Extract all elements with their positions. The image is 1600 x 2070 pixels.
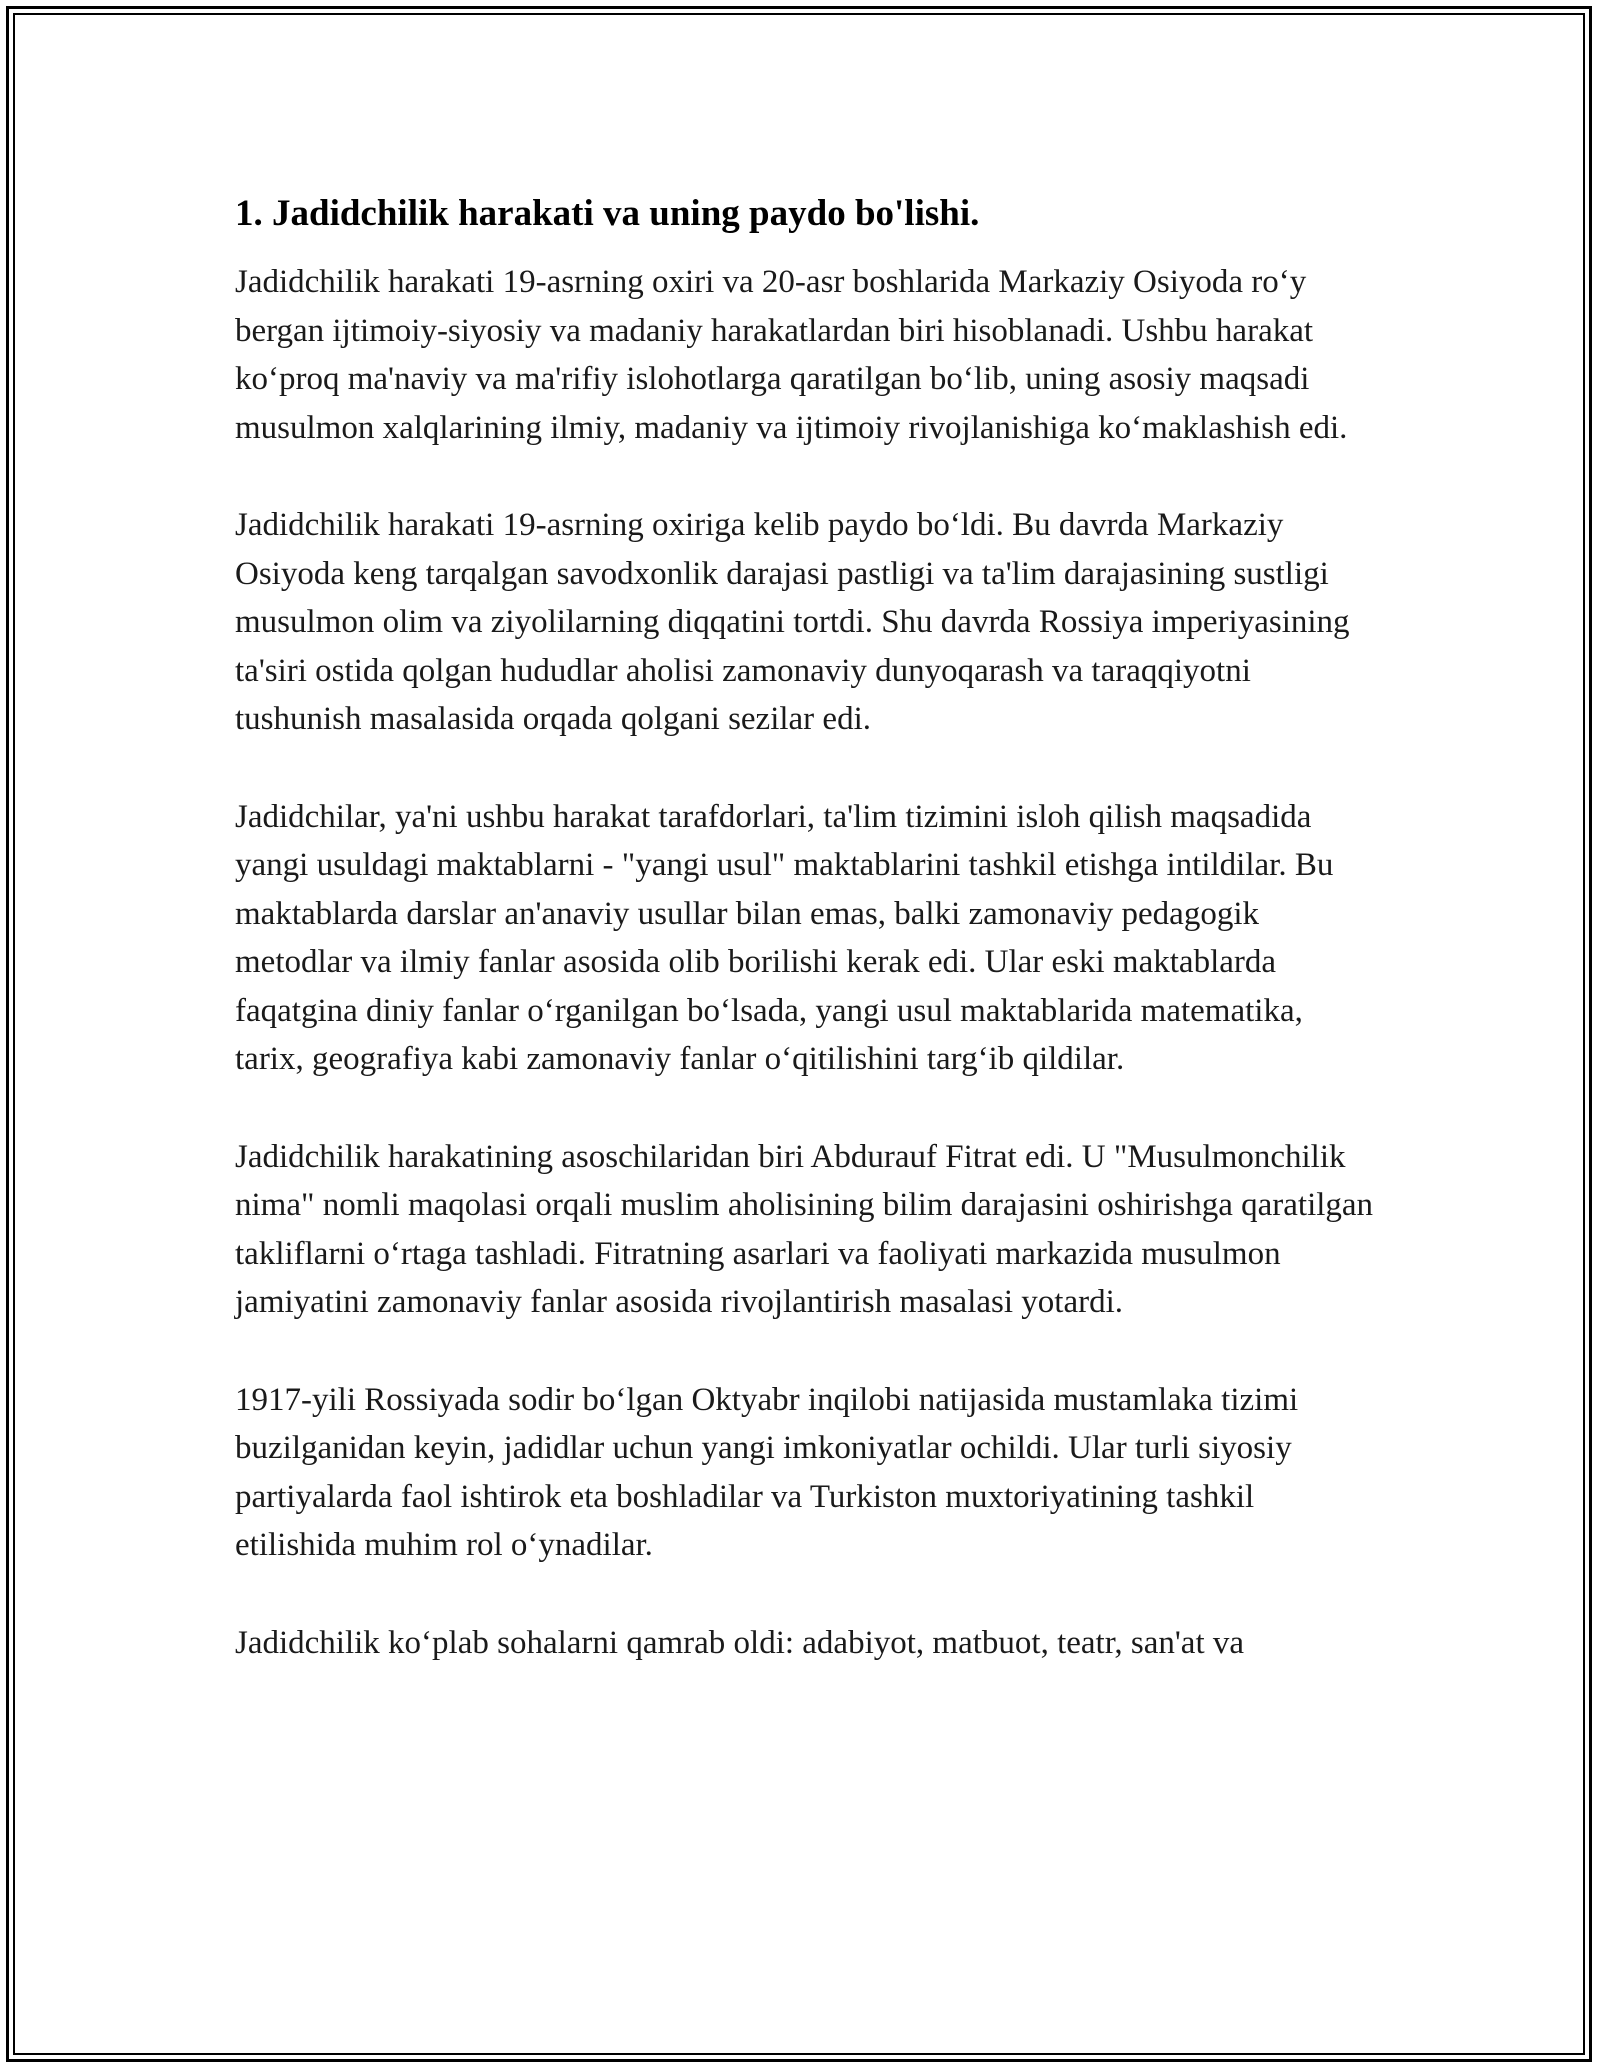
paragraph: Jadidchilik koʻplab sohalarni qamrab oldi: adabiyot, matbuot, teatr, san'at va [235,1624,1245,1661]
paragraph: Jadidchilik harakatining asoschilaridan biri Abdurauf Fitrat edi. U "Musulmonchilik nima" nomli maqolasi orqali muslim aholisining bilim darajasini oshirishga qaratilgan takliflarni oʻrtaga tashladi. Fitratning asarlari va faoliyati markazida musulmon jamiyatini zamonaviy fanlar asosida rivojlantirish masalasi yotardi. [235,1138,1374,1320]
paragraph: Jadidchilik harakati 19-asrning oxiriga kelib paydo boʻldi. Bu davrda Markaziy Osiyoda keng tarqalgan savodxonlik darajasi pastligi va ta'lim darajasining sustligi musulmon olim va ziyolilarning diqqatini tortdi. Shu davrda Rossiya imperiyasining ta'siri ostida qolgan hududlar aholisi zamonaviy dunyoqarash va taraqqiyotni tushunish masalasida orqada qolgani sezilar edi. [235,507,1350,737]
paragraph: 1917-yili Rossiyada sodir boʻlgan Oktyabr inqilobi natijasida mustamlaka tizimi buzilganidan keyin, jadidlar uchun yangi imkoniyatlar ochildi. Ular turli siyosiy partiyalarda faol ishtirok eta boshladilar va Turkiston muxtoriyatining tashkil etilishida muhim rol oʻynadilar. [235,1381,1299,1563]
paragraph: Jadidchilar, ya'ni ushbu harakat tarafdorlari, ta'lim tizimini isloh qilish maqsadida yangi usuldagi maktablarni - "yangi usul" maktablarini tashkil etishga intildilar. Bu maktablarda darslar an'anaviy usullar bilan emas, balki zamonaviy pedagogik metodlar va ilmiy fanlar asosida olib borilishi kerak edi. Ular eski maktablarda faqatgina diniy fanlar oʻrganilgan boʻlsada, yangi usul maktablarida matematika, tarix, geografiya kabi zamonaviy fanlar oʻqitilishini targʻib qildilar. [235,798,1334,1077]
paragraph: Jadidchilik harakati 19-asrning oxiri va 20-asr boshlarida Markaziy Osiyoda roʻy bergan ijtimoiy-siyosiy va madaniy harakatlardan biri hisoblanadi. Ushbu harakat koʻproq ma'naviy va ma'rifiy islohotlarga qaratilgan boʻlib, uning asosiy maqsadi musulmon xalqlarining ilmiy, madaniy va ijtimoiy rivojlanishiga koʻmaklashish edi. [235,264,1348,446]
document-body [235,190,1375,1716]
section-heading: 1. Jadidchilik harakati va uning paydo bo'lishi. [235,193,980,234]
